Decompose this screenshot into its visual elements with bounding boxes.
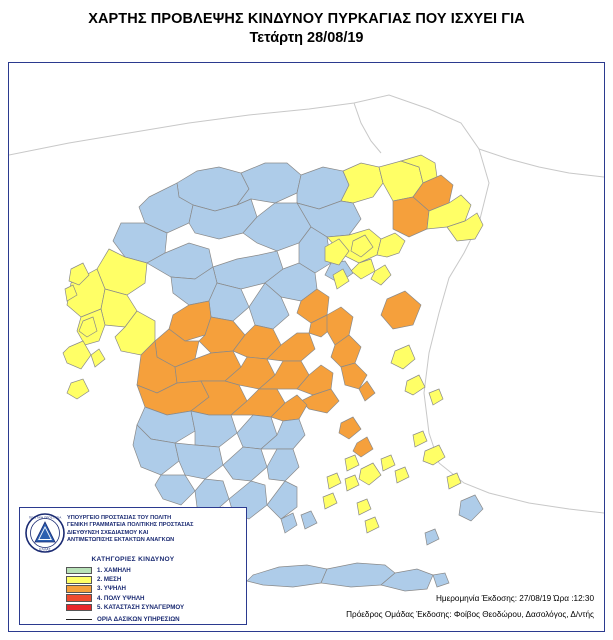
region-arkadia (191, 411, 237, 447)
legend-swatch-low (66, 567, 92, 575)
ministry-line-3: ΔΙΕΥΘΥΝΣΗ ΣΧΕΔΙΑΣΜΟΥ ΚΑΙ (67, 529, 149, 536)
ministry-text (67, 512, 194, 545)
ministry-line-2: ΓΕΝΙΚΗ ΓΡΑΜΜΑΤΕΙΑ ΠΟΛΙΤΙΚΗΣ ΠΡΟΣΤΑΣΙΑΣ (67, 522, 194, 529)
boundary-line-icon (66, 619, 92, 620)
region-amorgos (395, 467, 409, 483)
region-lesvos (381, 291, 421, 329)
region-sitia (433, 573, 449, 587)
legend-box (19, 507, 247, 625)
ministry-line-4: ΑΝΤΙΜΕΤΩΠΙΣΗΣ ΕΚΤΑΚΤΩΝ ΑΝΑΓΚΩΝ (67, 537, 175, 544)
region-paros (345, 475, 359, 491)
legend-label-high: 3. ΥΨΗΛΗ (97, 585, 126, 593)
legend-label-very-high: 4. ΠΟΛΥ ΥΨΗΛΗ (97, 594, 145, 602)
title-line-1: ΧΑΡΤΗΣ ΠΡΟΒΛΕΨΗΣ ΚΙΝΔΥΝΟΥ ΠΥΡΚΑΓΙΑΣ ΠΟΥ ΙΣΧΥΕΙ ΓΙΑ (88, 11, 525, 27)
region-ikaria (429, 389, 443, 405)
region-ios (357, 499, 371, 515)
region-pella (237, 163, 301, 205)
legend-swatch-very-high (66, 594, 92, 602)
legend-label-boundary: ΟΡΙΑ ΔΑΣΙΚΩΝ ΥΠΗΡΕΣΙΩΝ (97, 615, 180, 623)
svg-text:ΠΟΛΙΤΙΚΗ ΠΡΟΣΤΑΣΙΑ: ΠΟΛΙΤΙΚΗ ΠΡΟΣΤΑΣΙΑ (28, 515, 62, 520)
region-lakonia-north (223, 447, 267, 481)
region-kalymnos (413, 431, 427, 447)
legend-title: ΚΑΤΗΓΟΡΙΕΣ ΚΙΝΔΥΝΟΥ (91, 556, 175, 563)
legend-item-medium (66, 575, 246, 584)
region-kefalonia (63, 341, 91, 369)
region-chios (391, 345, 415, 369)
page-title (0, 10, 613, 48)
legend-header (20, 508, 246, 554)
region-chania (247, 565, 327, 587)
legend-items (66, 566, 246, 612)
legend-item-high (66, 584, 246, 593)
region-messinia-south (155, 475, 195, 505)
region-samos (405, 375, 425, 395)
legend-swatch-high (66, 585, 92, 593)
region-andros (339, 417, 361, 439)
region-naxos (359, 463, 381, 485)
legend-item-very-high (66, 594, 246, 603)
region-kythnos-serifos (327, 473, 341, 489)
region-rhodes (459, 495, 483, 521)
issue-info: Ημερομηνία Έκδοσης: 27/08/19 Ώρα :12:30 (435, 594, 594, 603)
region-karpathos-north (447, 473, 461, 489)
signature-info: Πρόεδρος Ομάδας Έκδοσης: Φοίβος Θεοδώρου, Δασολόγος, Δ/ντής (346, 610, 594, 619)
region-amorgos-north (381, 455, 395, 471)
civil-protection-emblem-icon (23, 512, 67, 554)
region-syros (345, 455, 359, 471)
region-kassandra (351, 259, 375, 279)
region-lakonia-east (267, 449, 299, 481)
ministry-line-1: ΥΠΟΥΡΓΕΙΟ ΠΡΟΣΤΑΣΙΑΣ ΤΟΥ ΠΟΛΙΤΗ (67, 515, 172, 521)
region-kasos-karpathos (425, 529, 439, 545)
region-milos (323, 493, 337, 509)
legend-item-alarm (66, 603, 246, 612)
region-zakynthos (67, 379, 89, 399)
legend-label-medium: 2. ΜΕΣΗ (97, 576, 122, 584)
region-santorini (365, 517, 379, 533)
region-athos (377, 233, 405, 257)
svg-text:ΕΛΛΑΣ: ΕΛΛΑΣ (39, 547, 51, 552)
title-line-2: Τετάρτη 28/08/19 (249, 30, 364, 46)
legend-swatch-medium (66, 576, 92, 584)
legend-label-alarm: 5. ΚΑΤΑΣΤΑΣΗ ΣΥΝΑΓΕΡΜΟΥ (97, 603, 185, 611)
legend-swatch-alarm (66, 604, 92, 612)
region-kos (423, 445, 445, 465)
legend-item-low (66, 566, 246, 575)
legend-label-low: 1. ΧΑΜΗΛΗ (97, 567, 131, 575)
region-kythira (301, 511, 317, 529)
region-messinia (175, 443, 223, 479)
map-frame (8, 62, 605, 632)
region-tinos-mykonos (353, 437, 373, 457)
region-ithaki (91, 349, 105, 367)
legend-boundary-row (66, 616, 246, 623)
